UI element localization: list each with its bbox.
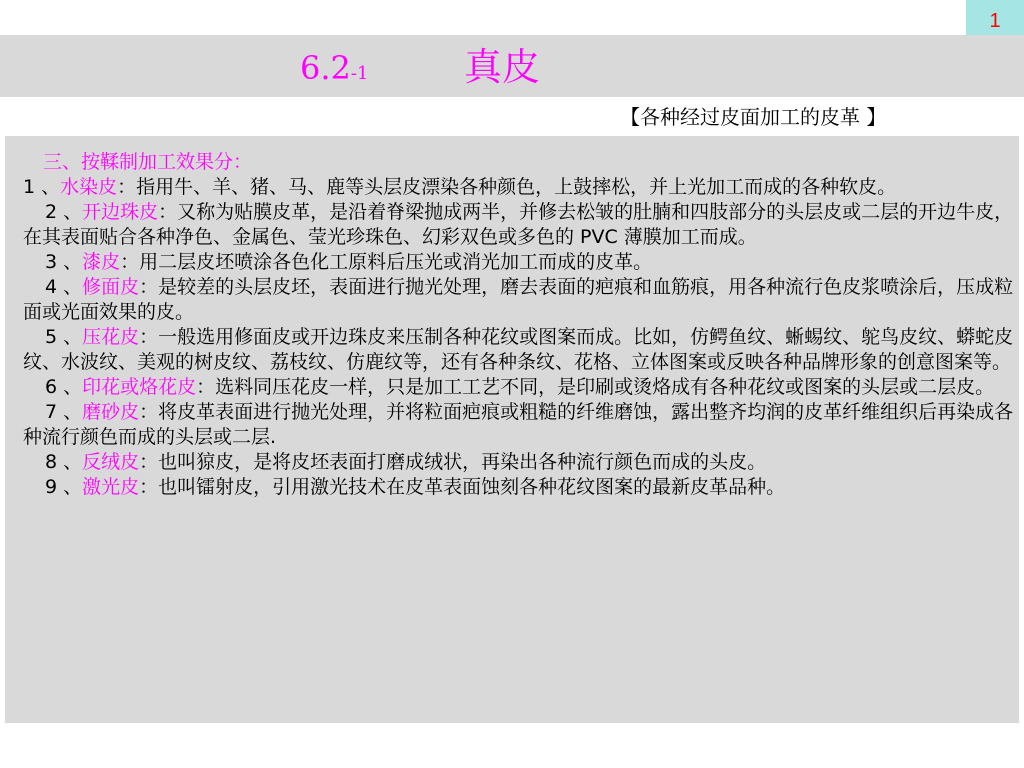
section-number bbox=[300, 50, 368, 92]
item-term: 漆皮 bbox=[82, 251, 121, 273]
item-text: ：将皮革表面进行抛光处理，并将粒面疤痕或粗糙的纤维磨蚀，露出整齐均润的皮革纤维组织后再染成各种流行颜色而成的头层或二层. bbox=[23, 401, 1014, 448]
item-text: ：也叫镭射皮，引用激光技术在皮革表面蚀刻各种花纹图案的最新皮革品种。 bbox=[139, 476, 786, 498]
page-number: 1 bbox=[966, 0, 1024, 43]
item-term: 压花皮 bbox=[82, 326, 140, 348]
list-item bbox=[23, 200, 1019, 250]
item-number: 9 、 bbox=[45, 476, 83, 498]
item-text: ：选料同压花皮一样，只是加工工艺不同，是印刷或烫烙成有各种花纹或图案的头层或二层皮。 bbox=[196, 376, 995, 398]
item-number: 6 、 bbox=[45, 376, 83, 398]
page-subtitle: 【各种经过皮面加工的皮革 】 bbox=[620, 105, 887, 129]
item-term: 磨砂皮 bbox=[82, 401, 140, 423]
list-item bbox=[23, 325, 1019, 375]
list-item bbox=[23, 175, 1019, 200]
item-text: ：又称为贴膜皮革，是沿着脊梁抛成两半，并修去松皱的肚腩和四肢部分的头层皮或二层的开边牛皮，在其表面贴合各种净色、金属色、莹光珍珠色、幻彩双色或多色的 PVC 薄膜加工而成。 bbox=[23, 201, 1014, 248]
list-item bbox=[23, 275, 1019, 325]
page-title: 真皮 bbox=[464, 45, 541, 89]
item-term: 反绒皮 bbox=[82, 451, 140, 473]
item-text: ：用二层皮坯喷涂各色化工原料后压光或消光加工而成的皮革。 bbox=[120, 251, 653, 273]
section-heading: 三、按鞣制加工效果分： bbox=[43, 151, 253, 173]
item-number: 5 、 bbox=[45, 326, 83, 348]
list-item bbox=[23, 375, 1019, 400]
item-number: 8 、 bbox=[45, 451, 83, 473]
item-term: 激光皮 bbox=[82, 476, 140, 498]
item-term: 修面皮 bbox=[82, 276, 140, 298]
list-item bbox=[23, 450, 1019, 475]
item-number: 3 、 bbox=[45, 251, 83, 273]
item-text: ：指用牛、羊、猪、马、鹿等头层皮漂染各种颜色，上鼓摔松，并上光加工而成的各种软皮。 bbox=[117, 176, 897, 198]
item-number: 4 、 bbox=[45, 276, 83, 298]
item-term: 开边珠皮 bbox=[82, 201, 159, 223]
item-term: 印花或烙花皮 bbox=[82, 376, 197, 398]
item-term: 水染皮 bbox=[60, 176, 118, 198]
section-number-main: 6.2 bbox=[300, 49, 351, 87]
item-text: ：一般选用修面皮或开边珠皮来压制各种花纹或图案而成。比如，仿鳄鱼纹、蜥蜴纹、鸵鸟皮纹、蟒蛇皮纹、水波纹、美观的树皮纹、荔枝纹、仿鹿纹等，还有各种条纹、花格、立体图案或反映各种品牌形象的创意图案等。 bbox=[23, 326, 1014, 373]
list-item bbox=[23, 475, 1019, 500]
list-item bbox=[23, 400, 1019, 450]
item-number: 7 、 bbox=[45, 401, 83, 423]
item-number: 1 、 bbox=[23, 176, 61, 198]
list-item bbox=[23, 250, 1019, 275]
item-text: ：是较差的头层皮坯，表面进行抛光处理，磨去表面的疤痕和血筋痕，用各种流行色皮浆喷涂后，压成粒面或光面效果的皮。 bbox=[23, 276, 1014, 323]
item-text: ：也叫猄皮，是将皮坯表面打磨成绒状，再染出各种流行颜色而成的头皮。 bbox=[139, 451, 767, 473]
item-number: 2 、 bbox=[45, 201, 83, 223]
content-box bbox=[5, 136, 1019, 723]
section-number-sub: -1 bbox=[350, 63, 369, 84]
